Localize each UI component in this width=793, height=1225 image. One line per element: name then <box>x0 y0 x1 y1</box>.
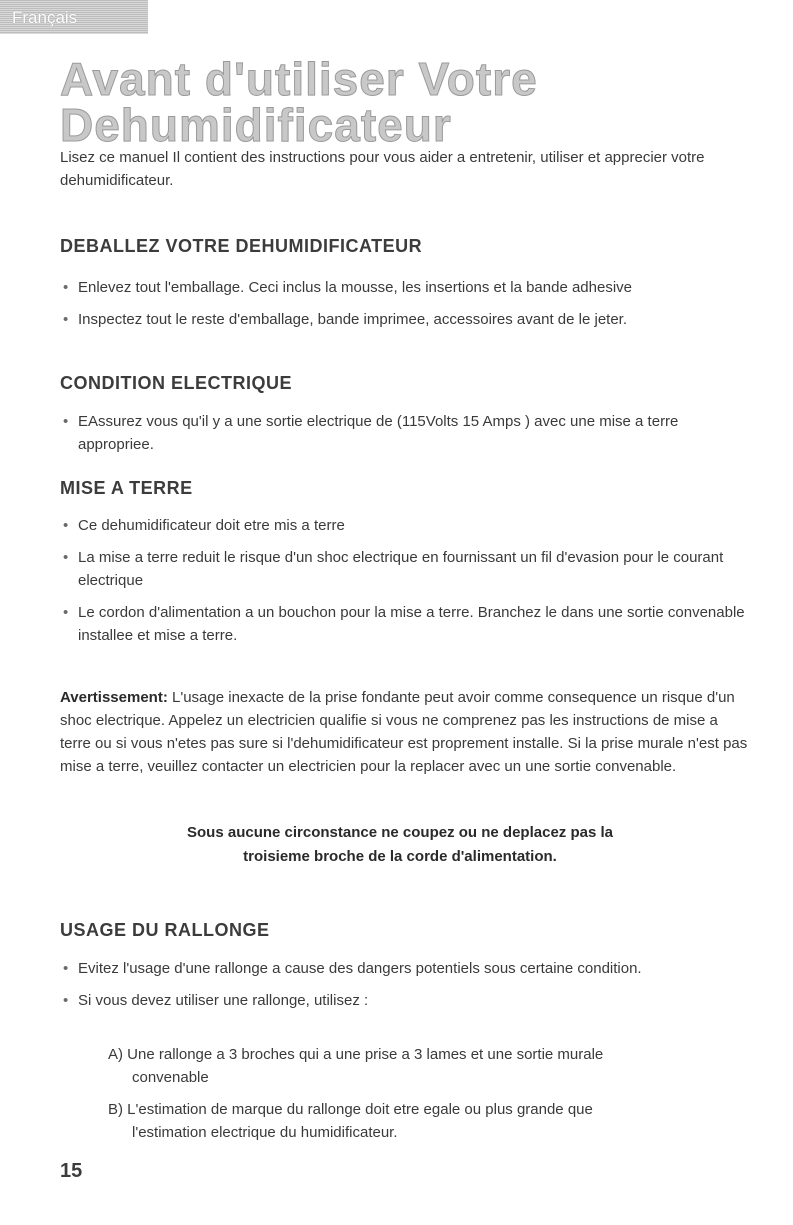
heading-deballez: DEBALLEZ VOTRE DEHUMIDIFICATEUR <box>60 236 423 256</box>
safety-note <box>60 821 740 869</box>
sublist-rallonge <box>108 1043 748 1153</box>
sub-item-a: A) Une rallonge a 3 broches qui a une prise a 3 lames et une sortie murale convenable <box>108 1046 604 1086</box>
list-item: • Ce dehumidificateur doit etre mis a terre <box>60 514 750 537</box>
list-condition <box>60 410 750 465</box>
safety-note-line-2: troisieme broche de la corde d'alimentation. <box>243 848 557 865</box>
warning-label: Avertissement: <box>60 689 168 706</box>
list-deballez <box>60 276 750 340</box>
list-item: • Le cordon d'alimentation a un bouchon pour la mise a terre. Branchez le dans une sortie convenable installee et mise a terre. <box>60 601 750 647</box>
bullet-icon: • <box>63 517 69 534</box>
bullet-icon: • <box>63 549 69 566</box>
bullet-icon: • <box>63 311 69 328</box>
list-item: • EAssurez vous qu'il y a une sortie electrique de (115Volts 15 Amps ) avec une mise a terre appropriee. <box>60 410 750 456</box>
bullet-icon: • <box>63 992 69 1009</box>
title-line-2: Dehumidificateur <box>60 99 452 151</box>
list-item: • La mise a terre reduit le risque d'un shoc electrique en fournissant un fil d'evasion pour le courant electrique <box>60 546 750 592</box>
list-rallonge <box>60 957 750 1021</box>
title-line-1: Avant d'utiliser Votre <box>60 53 538 105</box>
sub-item-b: B) L'estimation de marque du rallonge doit etre egale ou plus grande que l'estimation electrique du humidificateur. <box>108 1101 593 1141</box>
bullet-icon: • <box>63 960 69 977</box>
intro-paragraph: Lisez ce manuel Il contient des instructions pour vous aider a entretenir, utiliser et apprecier votre dehumidificateur. <box>60 149 705 189</box>
bullet-icon: • <box>63 604 69 621</box>
list-item: • Evitez l'usage d'une rallonge a cause des dangers potentiels sous certaine condition. <box>60 957 750 980</box>
list-mise-a-terre <box>60 514 750 656</box>
list-item: • Si vous devez utiliser une rallonge, utilisez : <box>60 989 750 1012</box>
list-item: • Enlevez tout l'emballage. Ceci inclus la mousse, les insertions et la bande adhesive <box>60 276 750 299</box>
page-title <box>60 53 538 151</box>
warning-text: L'usage inexacte de la prise fondante peut avoir comme consequence un risque d'un shoc electrique. Appelez un electricien qualifie si vous ne comprenez pas les instructions de mise a terre ou si vous n'etes pas sure si l'dehumidificateur est proprement installe. Si la prise murale n'est pas mise a terre, veuillez contacter un electricien pour la replacer avec un une sortie convenable. <box>60 689 748 775</box>
list-item: • Inspectez tout le reste d'emballage, bande imprimee, accessoires avant de le jeter. <box>60 308 750 331</box>
safety-note-line-1: Sous aucune circonstance ne coupez ou ne deplacez pas la <box>187 824 613 841</box>
bullet-icon: • <box>63 413 69 430</box>
page-number: 15 <box>60 1160 83 1182</box>
bullet-icon: • <box>63 279 69 296</box>
heading-condition: CONDITION ELECTRIQUE <box>60 373 293 393</box>
language-tab <box>0 0 148 34</box>
heading-rallonge: USAGE DU RALLONGE <box>60 920 270 940</box>
heading-mise-a-terre: MISE A TERRE <box>60 478 193 498</box>
warning-paragraph <box>60 686 750 778</box>
language-label: Français <box>12 8 78 27</box>
